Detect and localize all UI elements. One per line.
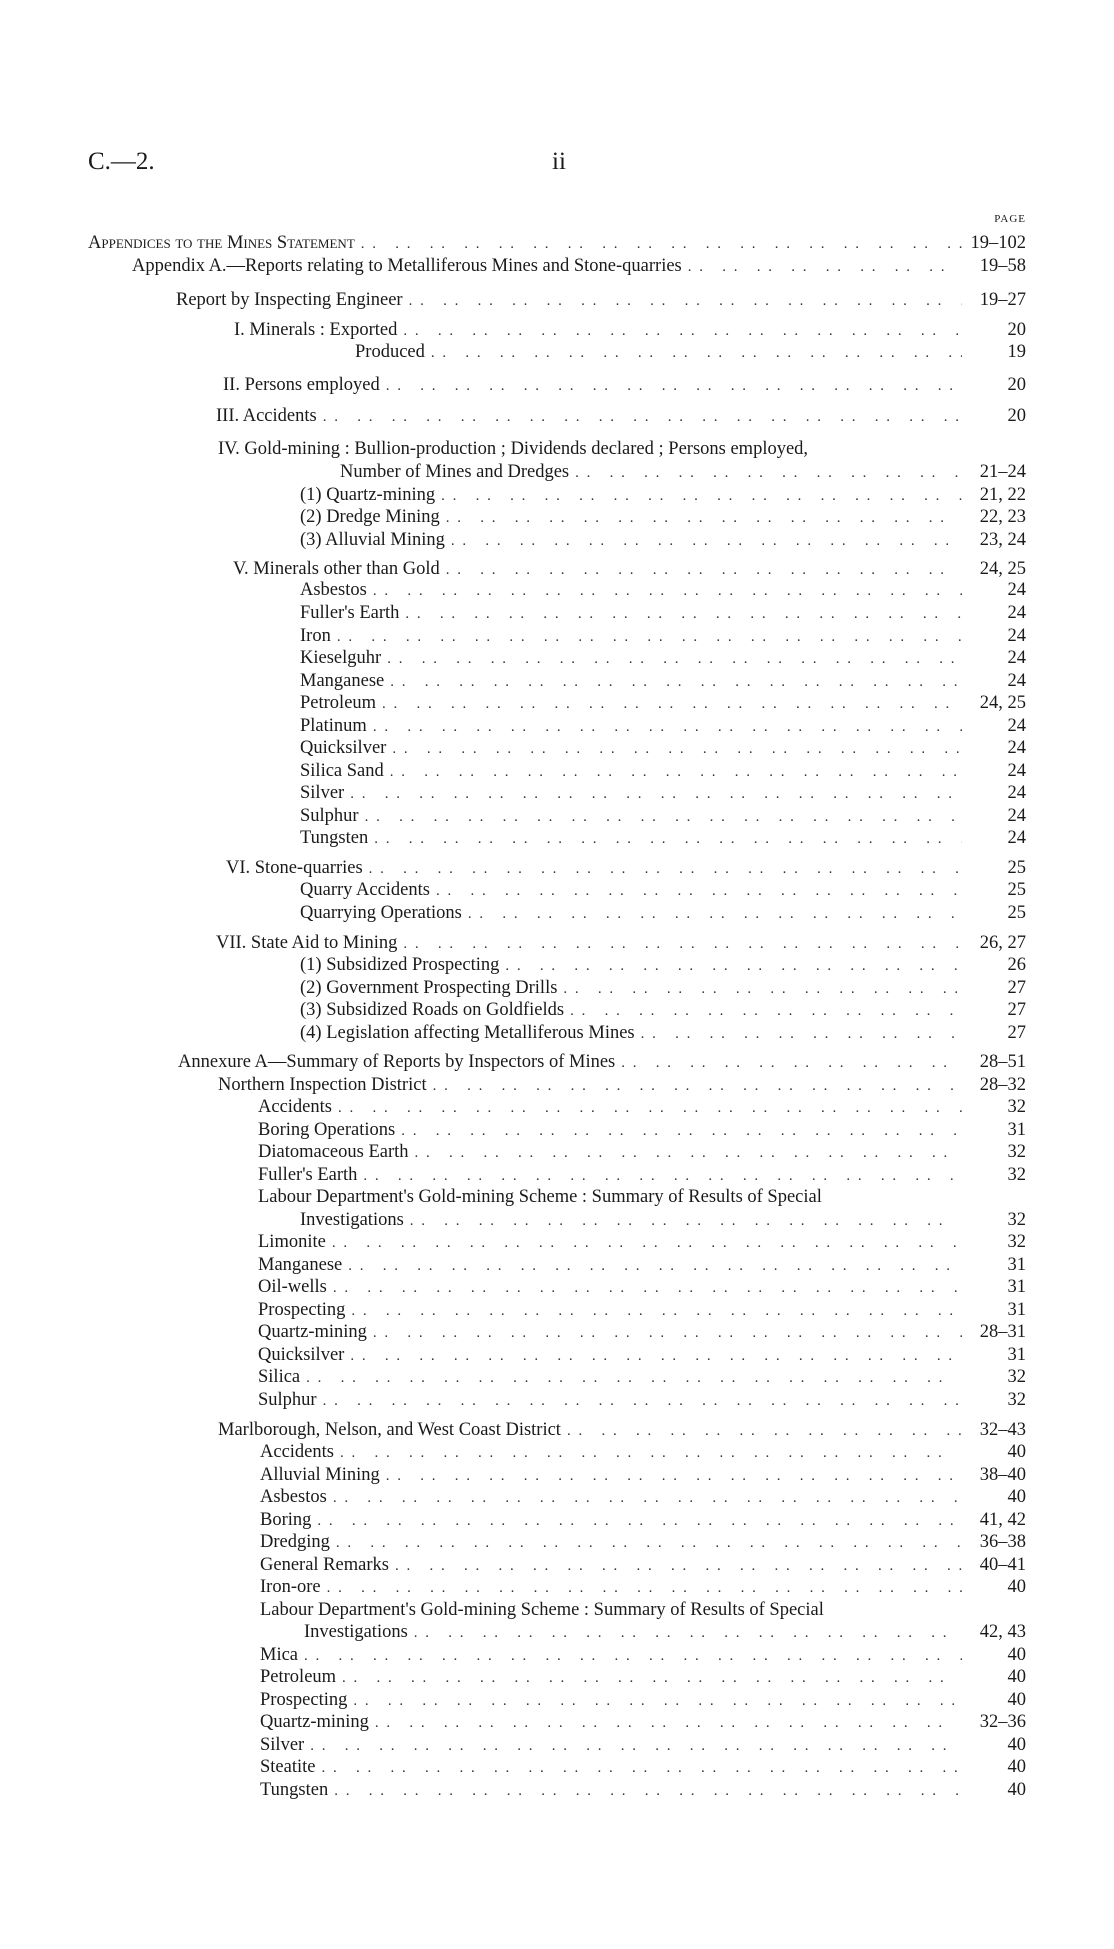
toc-entry-page: 31 xyxy=(1007,1345,1026,1365)
toc-entry xyxy=(88,233,1026,254)
toc-entry-label: Accidents xyxy=(258,1097,338,1118)
toc-entry xyxy=(300,485,1026,506)
toc-entry-label: Kieselguhr xyxy=(300,648,387,669)
dot-leader xyxy=(409,293,962,310)
toc-entry-label: Accidents xyxy=(260,1442,340,1463)
dot-leader xyxy=(451,533,962,550)
dot-leader xyxy=(390,674,962,691)
dot-leader xyxy=(337,629,962,646)
toc-entry-label: V. Minerals other than Gold xyxy=(233,559,446,580)
toc-entry-page: 24 xyxy=(1007,626,1026,646)
toc-entry-label: Platinum xyxy=(300,716,373,737)
toc-entry-page: 40 xyxy=(1007,1690,1026,1710)
toc-entry-label: Annexure A—Summary of Reports by Inspectors of Mines xyxy=(178,1052,621,1073)
toc-entry xyxy=(260,1487,1026,1508)
toc-entry-page: 26, 27 xyxy=(979,933,1026,953)
toc-entry xyxy=(258,1277,1026,1298)
dot-leader xyxy=(375,1715,962,1732)
toc-entry xyxy=(300,1000,1026,1021)
toc-entry-page: 32 xyxy=(1007,1367,1026,1387)
toc-entry-label: (1) Quartz-mining xyxy=(300,485,441,506)
toc-entry-label: Investigations xyxy=(304,1622,414,1643)
dot-leader xyxy=(373,1325,962,1342)
toc-entry-label: Asbestos xyxy=(300,580,373,601)
toc-entry-page: 32 xyxy=(1007,1165,1026,1185)
toc-entry-page: 25 xyxy=(1007,880,1026,900)
toc-entry-label: (2) Government Prospecting Drills xyxy=(300,978,563,999)
dot-leader xyxy=(433,1078,962,1095)
toc-entry xyxy=(258,1300,1026,1321)
toc-entry xyxy=(300,580,1026,601)
dot-leader xyxy=(373,583,962,600)
toc-entry-label: VI. Stone-quarries xyxy=(226,858,369,879)
dot-leader xyxy=(575,465,962,482)
toc-entry xyxy=(258,1345,1026,1366)
toc-entry xyxy=(300,626,1026,647)
page-number: ii xyxy=(552,148,566,175)
toc-entry-label: General Remarks xyxy=(260,1555,395,1576)
dot-leader xyxy=(306,1370,962,1387)
toc-entry-label: Silica Sand xyxy=(300,761,390,782)
toc-entry-label: Mica xyxy=(260,1645,304,1666)
toc-entry-page: 27 xyxy=(1007,1023,1026,1043)
dot-leader xyxy=(387,651,962,668)
toc-entry-page: 22, 23 xyxy=(979,507,1026,527)
toc-entry xyxy=(258,1120,1026,1141)
dot-leader xyxy=(304,1648,962,1665)
toc-entry-page: 31 xyxy=(1007,1300,1026,1320)
toc-entry xyxy=(300,671,1026,692)
dot-leader xyxy=(390,764,962,781)
toc-entry xyxy=(260,1667,1026,1688)
toc-entry-label: Fuller's Earth xyxy=(300,603,405,624)
dot-leader xyxy=(505,958,962,975)
toc-entry-page: 40–41 xyxy=(979,1555,1026,1575)
toc-entry xyxy=(218,439,1026,460)
toc-entry-page: 32 xyxy=(1007,1210,1026,1230)
toc-entry xyxy=(258,1187,1026,1208)
toc-entry xyxy=(218,1075,1026,1096)
toc-entry-page: 41, 42 xyxy=(979,1510,1026,1530)
dot-leader xyxy=(327,1580,962,1597)
dot-leader xyxy=(340,1445,962,1462)
dot-leader xyxy=(334,1783,962,1800)
toc-entry xyxy=(260,1780,1026,1801)
toc-entry-page: 20 xyxy=(1007,375,1026,395)
toc-entry xyxy=(226,858,1026,879)
toc-entry-page: 24 xyxy=(1007,828,1026,848)
toc-entry xyxy=(300,648,1026,669)
toc-entry-page: 24 xyxy=(1007,580,1026,600)
toc-entry-label: Produced xyxy=(355,342,431,363)
toc-entry-label: Sulphur xyxy=(300,806,365,827)
toc-entry xyxy=(260,1577,1026,1598)
toc-entry-label: Silver xyxy=(300,783,350,804)
dot-leader xyxy=(333,1490,962,1507)
toc-entry-label: Silica xyxy=(258,1367,306,1388)
toc-entry-label: Iron-ore xyxy=(260,1577,327,1598)
toc-entry-label: Quartz-mining xyxy=(258,1322,373,1343)
dot-leader xyxy=(382,696,962,713)
page-column-label: PAGE xyxy=(994,213,1026,225)
toc-entry-page: 19 xyxy=(1007,342,1026,362)
dot-leader xyxy=(351,1303,962,1320)
toc-entry xyxy=(260,1510,1026,1531)
toc-entry xyxy=(300,507,1026,528)
dot-leader xyxy=(410,1213,962,1230)
toc-entry-page: 24 xyxy=(1007,806,1026,826)
toc-entry xyxy=(260,1532,1026,1553)
dot-leader xyxy=(363,1168,962,1185)
toc-entry-page: 23, 24 xyxy=(979,530,1026,550)
toc-entry-page: 20 xyxy=(1007,406,1026,426)
toc-entry-label: Quicksilver xyxy=(258,1345,350,1366)
toc-entry xyxy=(300,828,1026,849)
toc-entry xyxy=(258,1232,1026,1253)
dot-leader xyxy=(310,1738,962,1755)
toc-entry-page: 38–40 xyxy=(979,1465,1026,1485)
toc-entry-page: 25 xyxy=(1007,858,1026,878)
dot-leader xyxy=(401,1123,962,1140)
toc-entry xyxy=(260,1690,1026,1711)
toc-entry xyxy=(300,978,1026,999)
toc-entry-label: (3) Subsidized Roads on Goldfields xyxy=(300,1000,570,1021)
dot-leader xyxy=(468,906,962,923)
toc-entry-label: Boring xyxy=(260,1510,317,1531)
toc-entry-page: 20 xyxy=(1007,320,1026,340)
toc-entry-page: 31 xyxy=(1007,1255,1026,1275)
toc-entry xyxy=(258,1390,1026,1411)
dot-leader xyxy=(688,259,962,276)
dot-leader xyxy=(441,488,962,505)
toc-entry xyxy=(300,880,1026,901)
toc-entry xyxy=(260,1555,1026,1576)
toc-entry-label: Northern Inspection District xyxy=(218,1075,433,1096)
toc-entry-page: 24 xyxy=(1007,738,1026,758)
toc-entry xyxy=(176,290,1026,311)
toc-entry-label: (1) Subsidized Prospecting xyxy=(300,955,505,976)
toc-entry xyxy=(260,1757,1026,1778)
toc-entry-label: I. Minerals : Exported xyxy=(234,320,403,341)
toc-entry-page: 28–51 xyxy=(979,1052,1026,1072)
dot-leader xyxy=(395,1558,962,1575)
toc-entry-page: 32 xyxy=(1007,1097,1026,1117)
toc-entry-page: 24 xyxy=(1007,761,1026,781)
toc-entry xyxy=(300,806,1026,827)
dot-leader xyxy=(446,562,962,579)
toc-entry-page: 31 xyxy=(1007,1120,1026,1140)
dot-leader xyxy=(563,981,962,998)
toc-entry-page: 24 xyxy=(1007,603,1026,623)
toc-entry-label: Quarry Accidents xyxy=(300,880,436,901)
dot-leader xyxy=(321,1760,962,1777)
dot-leader xyxy=(361,236,962,253)
dot-leader xyxy=(621,1055,962,1072)
toc-entry xyxy=(304,1622,1026,1643)
dot-leader xyxy=(332,1235,962,1252)
toc-entry-page: 24 xyxy=(1007,716,1026,736)
dot-leader xyxy=(386,378,962,395)
toc-entry xyxy=(258,1322,1026,1343)
toc-entry-page: 40 xyxy=(1007,1487,1026,1507)
toc-entry xyxy=(234,320,1026,341)
toc-entry xyxy=(300,1210,1026,1231)
toc-entry xyxy=(132,256,1026,277)
dot-leader xyxy=(342,1670,962,1687)
dot-leader xyxy=(446,510,962,527)
dot-leader xyxy=(403,323,962,340)
toc-entry xyxy=(340,462,1026,483)
dot-leader xyxy=(415,1145,962,1162)
toc-entry-label: IV. Gold-mining : Bullion-production ; Dividends declared ; Persons employed, xyxy=(218,439,814,460)
toc-entry-page: 19–27 xyxy=(979,290,1026,310)
toc-entry xyxy=(223,375,1026,396)
toc-entry-label: Tungsten xyxy=(260,1780,334,1801)
dot-leader xyxy=(353,1693,962,1710)
dot-leader xyxy=(350,1348,962,1365)
toc-entry-label: (2) Dredge Mining xyxy=(300,507,446,528)
toc-entry-label: Prospecting xyxy=(260,1690,353,1711)
toc-entry-page: 21, 22 xyxy=(979,485,1026,505)
toc-entry-page: 32 xyxy=(1007,1142,1026,1162)
toc-entry-label: Sulphur xyxy=(258,1390,323,1411)
toc-entry xyxy=(260,1600,1026,1621)
dot-leader xyxy=(392,741,962,758)
toc-entry-label: Boring Operations xyxy=(258,1120,401,1141)
toc-entry xyxy=(258,1142,1026,1163)
toc-entry-page: 24 xyxy=(1007,783,1026,803)
toc-entry-page: 31 xyxy=(1007,1277,1026,1297)
toc-entry-label: Number of Mines and Dredges xyxy=(340,462,575,483)
toc-entry xyxy=(233,559,1026,580)
dot-leader xyxy=(369,861,962,878)
toc-entry-label: Silver xyxy=(260,1735,310,1756)
toc-entry-label: Petroleum xyxy=(260,1667,342,1688)
toc-entry-label: Appendix A.—Reports relating to Metalliferous Mines and Stone-quarries xyxy=(132,256,688,277)
dot-leader xyxy=(323,409,962,426)
document-code: C.—2. xyxy=(88,148,155,175)
toc-entry xyxy=(300,903,1026,924)
toc-entry xyxy=(355,342,1026,363)
toc-entry xyxy=(300,530,1026,551)
toc-entry xyxy=(216,933,1026,954)
toc-entry-page: 24, 25 xyxy=(979,693,1026,713)
toc-entry xyxy=(260,1465,1026,1486)
toc-entry xyxy=(258,1165,1026,1186)
dot-leader xyxy=(570,1003,962,1020)
dot-leader xyxy=(350,786,962,803)
dot-leader xyxy=(414,1625,962,1642)
dot-leader xyxy=(405,606,962,623)
dot-leader xyxy=(323,1393,962,1410)
toc-entry xyxy=(216,406,1026,427)
toc-entry xyxy=(260,1442,1026,1463)
toc-entry xyxy=(258,1097,1026,1118)
toc-entry-page: 40 xyxy=(1007,1780,1026,1800)
dot-leader xyxy=(641,1026,962,1043)
toc-entry-page: 40 xyxy=(1007,1735,1026,1755)
toc-entry-label: Asbestos xyxy=(260,1487,333,1508)
toc-entry-page: 40 xyxy=(1007,1577,1026,1597)
toc-entry-label: Fuller's Earth xyxy=(258,1165,363,1186)
dot-leader xyxy=(365,809,962,826)
toc-entry xyxy=(260,1645,1026,1666)
toc-entry-label: Oil-wells xyxy=(258,1277,333,1298)
dot-leader xyxy=(403,936,962,953)
toc-entry-label: Limonite xyxy=(258,1232,332,1253)
toc-entry-page: 32–36 xyxy=(979,1712,1026,1732)
toc-entry-label: (4) Legislation affecting Metalliferous Mines xyxy=(300,1023,641,1044)
toc-entry-page: 28–32 xyxy=(979,1075,1026,1095)
toc-entry-page: 40 xyxy=(1007,1757,1026,1777)
toc-entry xyxy=(260,1735,1026,1756)
toc-entry-label: Report by Inspecting Engineer xyxy=(176,290,409,311)
toc-entry-label: III. Accidents xyxy=(216,406,323,427)
toc-entry xyxy=(258,1255,1026,1276)
toc-entry-page: 19–58 xyxy=(979,256,1026,276)
toc-entry-page: 21–24 xyxy=(979,462,1026,482)
toc-entry-page: 28–31 xyxy=(979,1322,1026,1342)
toc-entry xyxy=(300,783,1026,804)
dot-leader xyxy=(374,831,962,848)
toc-entry-label: Dredging xyxy=(260,1532,336,1553)
toc-entry-label: Petroleum xyxy=(300,693,382,714)
toc-entry-label: Labour Department's Gold-mining Scheme : Summary of Results of Special xyxy=(258,1187,828,1208)
toc-entry-page: 32–43 xyxy=(979,1420,1026,1440)
dot-leader xyxy=(317,1513,962,1530)
toc-entry-page: 36–38 xyxy=(979,1532,1026,1552)
dot-leader xyxy=(373,719,962,736)
toc-entry xyxy=(300,693,1026,714)
toc-entry-page: 40 xyxy=(1007,1667,1026,1687)
dot-leader xyxy=(386,1468,962,1485)
toc-entry-label: Steatite xyxy=(260,1757,321,1778)
toc-entry xyxy=(260,1712,1026,1733)
dot-leader xyxy=(348,1258,962,1275)
toc-entry xyxy=(218,1420,1026,1441)
toc-entry xyxy=(258,1367,1026,1388)
dot-leader xyxy=(338,1100,962,1117)
dot-leader xyxy=(336,1535,962,1552)
toc-entry-page: 24, 25 xyxy=(979,559,1026,579)
toc-entry-label: Alluvial Mining xyxy=(260,1465,386,1486)
toc-entry-label: Quicksilver xyxy=(300,738,392,759)
toc-entry-label: Marlborough, Nelson, and West Coast District xyxy=(218,1420,567,1441)
toc-entry-label: Manganese xyxy=(300,671,390,692)
toc-entry-label: Quartz-mining xyxy=(260,1712,375,1733)
dot-leader xyxy=(333,1280,962,1297)
toc-entry-label: Quarrying Operations xyxy=(300,903,468,924)
toc-entry xyxy=(300,761,1026,782)
toc-entry-page: 42, 43 xyxy=(979,1622,1026,1642)
toc-entry-label: Prospecting xyxy=(258,1300,351,1321)
toc-entry-label: Diatomaceous Earth xyxy=(258,1142,415,1163)
toc-entry-page: 32 xyxy=(1007,1390,1026,1410)
dot-leader xyxy=(567,1423,962,1440)
toc-entry-page: 19–102 xyxy=(970,233,1026,253)
toc-entry-page: 25 xyxy=(1007,903,1026,923)
toc-entry-page: 40 xyxy=(1007,1645,1026,1665)
toc-entry-label: II. Persons employed xyxy=(223,375,386,396)
toc-entry-page: 27 xyxy=(1007,978,1026,998)
toc-entry xyxy=(300,955,1026,976)
toc-entry-label: Appendices to the Mines Statement xyxy=(88,233,361,254)
toc-entry xyxy=(178,1052,1026,1073)
toc-entry-page: 24 xyxy=(1007,648,1026,668)
toc-entry-label: Iron xyxy=(300,626,337,647)
toc-entry-page: 40 xyxy=(1007,1442,1026,1462)
toc-entry-page: 26 xyxy=(1007,955,1026,975)
toc-entry-page: 32 xyxy=(1007,1232,1026,1252)
toc-entry xyxy=(300,1023,1026,1044)
toc-entry xyxy=(300,603,1026,624)
toc-entry xyxy=(300,738,1026,759)
dot-leader xyxy=(436,883,962,900)
toc-entry-label: Tungsten xyxy=(300,828,374,849)
toc-entry-label: VII. State Aid to Mining xyxy=(216,933,403,954)
dot-leader xyxy=(431,345,962,362)
toc-entry-page: 27 xyxy=(1007,1000,1026,1020)
toc-entry-label: Investigations xyxy=(300,1210,410,1231)
toc-entry-label: Manganese xyxy=(258,1255,348,1276)
toc-entry-label: (3) Alluvial Mining xyxy=(300,530,451,551)
toc-entry xyxy=(300,716,1026,737)
toc-entry-page: 24 xyxy=(1007,671,1026,691)
toc-entry-label: Labour Department's Gold-mining Scheme : Summary of Results of Special xyxy=(260,1600,830,1621)
